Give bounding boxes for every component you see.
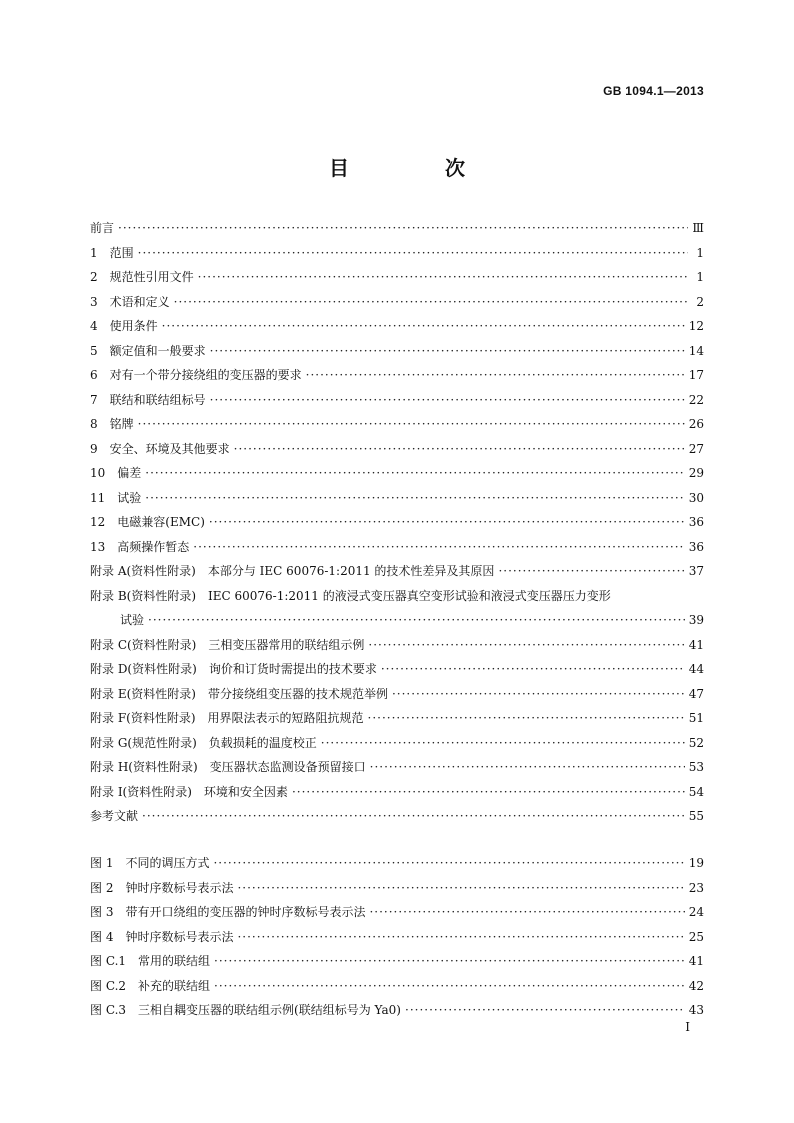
toc-entry-label [90, 290, 170, 315]
toc-entry-page: 36 [688, 515, 704, 529]
dot-leader [321, 731, 685, 756]
toc-entry-title: 本部分与 IEC 60076-1:2011 的技术性差异及其原因 [207, 564, 495, 578]
figure-entry-page: 41 [688, 954, 704, 968]
toc-entry-page: 22 [688, 392, 704, 407]
toc-entry-number: 附录 F(资料性附录) [90, 711, 196, 725]
toc-entry-page: 30 [688, 490, 704, 505]
figure-entry-title: 补充的联结组 [138, 978, 211, 993]
dot-leader [209, 510, 685, 535]
toc-entry[interactable] [90, 657, 704, 682]
toc-entry-page: 1 [696, 270, 704, 284]
toc-entry[interactable] [90, 584, 704, 609]
dot-leader [392, 682, 685, 707]
figure-entry-number: 图 C.1 [90, 954, 127, 968]
figure-entry-label [90, 876, 233, 901]
dot-leader [214, 949, 685, 974]
figure-entry[interactable] [90, 900, 704, 925]
figure-entry-label [90, 851, 209, 876]
toc-entry-number: 附录 A(资料性附录) [90, 564, 196, 578]
dot-leader [138, 241, 688, 266]
toc-entry[interactable] [90, 633, 704, 658]
toc-entry-label [90, 486, 141, 511]
toc-entry-label [90, 339, 206, 364]
dot-leader [369, 900, 684, 925]
dot-leader [381, 657, 685, 682]
toc-entry-title: 询价和订货时需提出的技术要求 [208, 662, 377, 676]
toc-entry-label [90, 804, 138, 829]
dot-leader [142, 804, 685, 829]
toc-entry-label [90, 682, 388, 707]
toc-entry[interactable] [90, 412, 704, 437]
dot-leader [368, 706, 685, 731]
toc-entry-page: 17 [688, 368, 704, 382]
toc-entry-page: 39 [688, 613, 704, 627]
dot-leader [234, 437, 685, 462]
toc-entry-number: 11 [90, 490, 106, 505]
toc-entry-page: 26 [688, 417, 704, 431]
toc-entry-number: 13 [90, 539, 106, 554]
toc-entry[interactable] [90, 363, 704, 388]
table-of-contents [90, 216, 704, 829]
dot-leader [138, 412, 685, 437]
toc-entry-label [90, 437, 230, 462]
toc-entry-number: 9 [90, 441, 98, 456]
toc-entry-page: 55 [688, 809, 704, 823]
dot-leader [237, 925, 684, 950]
toc-entry-page: 1 [696, 245, 704, 260]
toc-entry-number: 附录 G(规范性附录) [90, 735, 197, 750]
toc-entry-page: 51 [688, 711, 704, 725]
toc-entry[interactable] [90, 241, 704, 266]
figure-entry-page: 23 [688, 880, 704, 895]
toc-entry-title: 环境和安全因素 [203, 784, 288, 799]
toc-entry-label [90, 314, 158, 339]
toc-entry-label [90, 363, 302, 388]
toc-entry[interactable] [90, 682, 704, 707]
toc-entry-label [90, 216, 114, 241]
toc-entry[interactable] [90, 437, 704, 462]
toc-entry-page: 2 [696, 294, 704, 309]
dot-leader [306, 363, 685, 388]
toc-entry-page: 53 [688, 760, 704, 774]
toc-entry-title: 前言 [90, 221, 115, 235]
toc-entry-title: 术语和定义 [109, 294, 170, 309]
figure-entry[interactable] [90, 925, 704, 950]
dot-leader [370, 755, 685, 780]
toc-entry-page: Ⅲ [692, 221, 704, 235]
toc-entry-label [90, 780, 288, 805]
toc-entry-number: 6 [90, 368, 98, 382]
toc-entry[interactable] [90, 461, 704, 486]
toc-entry-label [90, 755, 366, 780]
toc-entry[interactable] [90, 339, 704, 364]
figure-entry[interactable] [90, 876, 704, 901]
figure-entry-number: 图 C.3 [90, 1003, 127, 1017]
toc-entry-title: 三相变压器常用的联结组示例 [208, 637, 365, 652]
toc-entry-number: 10 [90, 466, 106, 480]
toc-entry-page: 41 [688, 637, 704, 652]
figure-entry[interactable] [90, 851, 704, 876]
figure-entry-title: 常用的联结组 [138, 954, 211, 968]
toc-entry-number: 2 [90, 270, 98, 284]
toc-entry-title: 范围 [109, 245, 134, 260]
toc-entry-page: 29 [688, 466, 704, 480]
toc-entry-page: 14 [688, 343, 704, 358]
toc-entry-title: 带分接绕组变压器的技术规范举例 [207, 686, 388, 701]
toc-entry[interactable] [90, 755, 704, 780]
toc-entry-title: 试验 [120, 613, 145, 627]
toc-entry-title: 变压器状态监测设备预留接口 [209, 760, 366, 774]
figure-entry-number: 图 1 [90, 856, 114, 870]
toc-entry-number: 7 [90, 392, 98, 407]
dot-leader [162, 314, 685, 339]
figure-entry-number: 图 3 [90, 905, 114, 919]
figure-entry-title: 三相自耦变压器的联结组示例(联结组标号为 Ya0) [138, 1003, 401, 1017]
dot-leader [405, 998, 685, 1023]
figure-entry-page: 24 [688, 905, 704, 919]
toc-entry-number: 8 [90, 417, 98, 431]
toc-entry-number: 12 [90, 515, 106, 529]
dot-leader [193, 535, 684, 560]
toc-entry-page: 36 [688, 539, 704, 554]
toc-entry-title: 额定值和一般要求 [109, 343, 206, 358]
dot-leader [213, 851, 684, 876]
toc-entry-title: 高频操作暂态 [117, 539, 190, 554]
dot-leader [118, 216, 688, 241]
toc-entry[interactable] [90, 559, 704, 584]
dot-leader [214, 974, 685, 999]
page-title: 目 次 [329, 156, 503, 180]
toc-entry-title: 负载损耗的温度校正 [208, 735, 317, 750]
toc-entry-title: 参考文献 [90, 809, 139, 823]
dot-leader [210, 388, 685, 413]
toc-entry-label [90, 535, 189, 560]
toc-entry[interactable] [90, 535, 704, 560]
toc-entry-page: 54 [688, 784, 704, 799]
figure-list [90, 851, 704, 1023]
figure-entry-label [90, 998, 401, 1023]
figure-entry-page: 25 [688, 929, 704, 944]
toc-entry-number: 附录 H(资料性附录) [90, 760, 198, 774]
toc-entry-label [90, 584, 611, 609]
dot-leader [145, 461, 684, 486]
toc-entry-label [90, 412, 134, 437]
toc-entry-label [90, 461, 141, 486]
toc-entry[interactable] [90, 290, 704, 315]
toc-entry[interactable] [90, 388, 704, 413]
toc-entry-label [90, 657, 377, 682]
toc-entry-label [90, 559, 494, 584]
toc-entry[interactable] [90, 780, 704, 805]
toc-entry-page: 44 [688, 662, 704, 676]
toc-entry[interactable] [90, 510, 704, 535]
figure-entry-title: 钟时序数标号表示法 [125, 929, 234, 944]
dot-leader [210, 339, 685, 364]
figure-entry-page: 43 [688, 1003, 704, 1017]
figure-entry-page: 19 [688, 856, 704, 870]
figure-entry-page: 42 [688, 978, 704, 993]
dot-leader [148, 608, 685, 633]
toc-entry-title: 用界限法表示的短路阻抗规范 [207, 711, 364, 725]
toc-entry[interactable] [90, 608, 704, 633]
toc-entry-title: 电磁兼容(EMC) [117, 515, 205, 529]
toc-entry-label [90, 388, 206, 413]
figure-entry-label [90, 900, 365, 925]
dot-leader [498, 559, 684, 584]
toc-entry-number: 5 [90, 343, 98, 358]
dot-leader [292, 780, 685, 805]
toc-entry-page: 47 [688, 686, 704, 701]
toc-entry-page: 37 [688, 564, 704, 578]
dot-leader [174, 290, 688, 315]
toc-entry[interactable] [90, 265, 704, 290]
toc-entry-label [90, 706, 364, 731]
toc-entry[interactable] [90, 486, 704, 511]
toc-entry-title: IEC 60076-1:2011 的液浸式变压器真空变形试验和液浸式变压器压力变形 [208, 588, 611, 603]
dot-leader [237, 876, 684, 901]
dot-leader [198, 265, 688, 290]
toc-entry-number: 附录 E(资料性附录) [90, 686, 196, 701]
figure-entry-label [90, 974, 210, 999]
figure-entry-title: 不同的调压方式 [125, 856, 210, 870]
standard-code: GB 1094.1—2013 [603, 84, 704, 98]
figure-entry[interactable] [90, 974, 704, 999]
toc-entry-number: 1 [90, 245, 98, 260]
toc-entry-title: 试验 [117, 490, 142, 505]
toc-entry[interactable] [90, 216, 704, 241]
toc-entry-label [90, 265, 194, 290]
toc-entry-number: 附录 C(资料性附录) [90, 637, 197, 652]
figure-entry-number: 图 4 [90, 929, 114, 944]
toc-entry[interactable] [90, 804, 704, 829]
dot-leader [368, 633, 684, 658]
dot-leader [145, 486, 684, 511]
toc-entry-number: 附录 B(资料性附录) [90, 588, 196, 603]
toc-entry-title: 偏差 [117, 466, 142, 480]
toc-entry[interactable] [90, 706, 704, 731]
toc-entry-title: 使用条件 [109, 319, 158, 333]
toc-entry[interactable] [90, 731, 704, 756]
toc-entry-label [90, 608, 144, 633]
toc-entry-label [90, 241, 134, 266]
toc-entry-page: 52 [688, 735, 704, 750]
figure-entry-number: 图 2 [90, 880, 114, 895]
toc-entry-number: 附录 D(资料性附录) [90, 662, 197, 676]
toc-entry-label [90, 510, 205, 535]
figure-entry-title: 带有开口绕组的变压器的钟时序数标号表示法 [125, 905, 366, 919]
figure-entry[interactable] [90, 949, 704, 974]
toc-entry-page: 27 [688, 441, 704, 456]
toc-entry-page: 12 [688, 319, 704, 333]
figure-entry-title: 钟时序数标号表示法 [125, 880, 234, 895]
figure-entry-number: 图 C.2 [90, 978, 127, 993]
toc-entry-label [90, 731, 317, 756]
toc-entry-number: 3 [90, 294, 98, 309]
toc-entry[interactable] [90, 314, 704, 339]
figure-entry-label [90, 949, 210, 974]
figure-entry[interactable] [90, 998, 704, 1023]
page-number: I [685, 1020, 690, 1034]
toc-entry-title: 安全、环境及其他要求 [109, 441, 230, 456]
toc-entry-title: 铭牌 [109, 417, 134, 431]
toc-entry-title: 联结和联结组标号 [109, 392, 206, 407]
figure-entry-label [90, 925, 233, 950]
toc-entry-title: 对有一个带分接绕组的变压器的要求 [109, 368, 302, 382]
toc-entry-title: 规范性引用文件 [109, 270, 194, 284]
toc-entry-number: 附录 I(资料性附录) [90, 784, 192, 799]
toc-entry-label [90, 633, 364, 658]
toc-entry-number: 4 [90, 319, 98, 333]
